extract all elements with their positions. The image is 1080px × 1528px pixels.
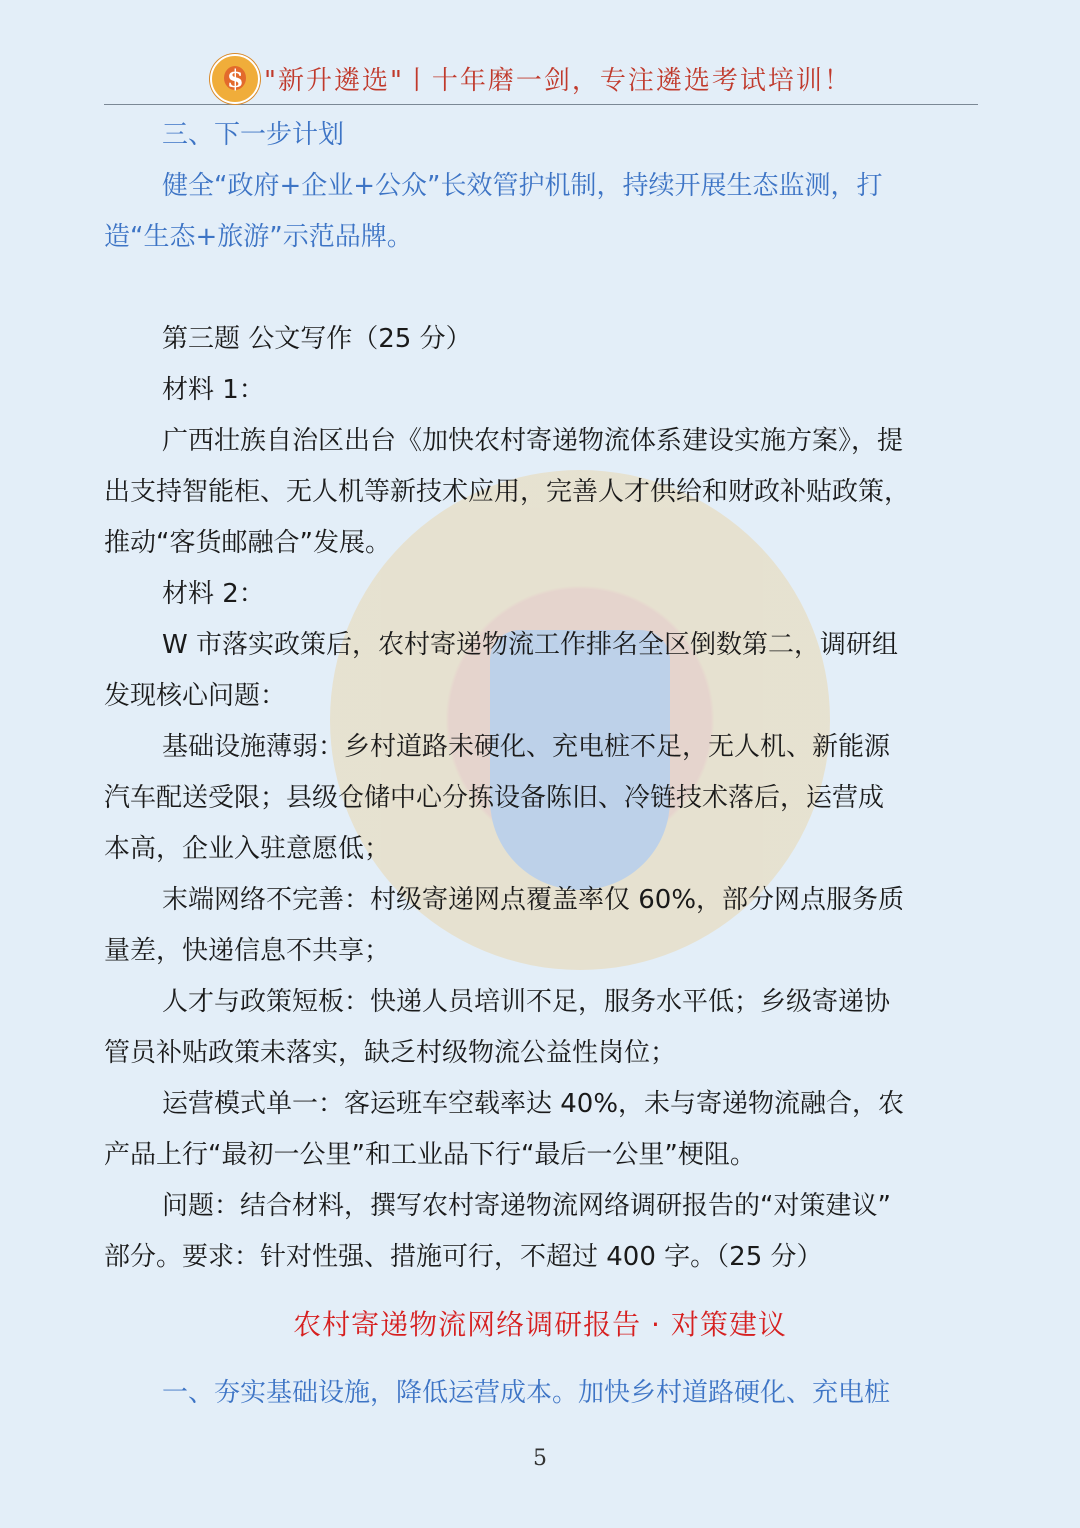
material-heading-2: 材料 2： (162, 579, 265, 609)
paragraph-line: W 市落实政策后，农村寄递物流工作排名全区倒数第二，调研组 (162, 630, 898, 660)
question-prompt: 部分。要求：针对性强、措施可行，不超过 400 字。（25 分） (104, 1242, 823, 1272)
page-header (104, 48, 978, 105)
page-number: 5 (533, 1446, 547, 1471)
answer-title: 农村寄递物流网络调研报告 · 对策建议 (293, 1308, 787, 1341)
paragraph-line: 健全“政府+企业+公众”长效管护机制，持续开展生态监测，打 (162, 171, 883, 201)
paragraph-line: 基础设施薄弱：乡村道路未硬化、充电桩不足，无人机、新能源 (162, 732, 891, 762)
material-heading-1: 材料 1： (162, 375, 265, 405)
paragraph-line: 末端网络不完善：村级寄递网点覆盖率仅 60%，部分网点服务质 (162, 885, 905, 915)
question-prompt: 问题：结合材料，撰写农村寄递物流网络调研报告的“对策建议” (162, 1191, 891, 1221)
paragraph-line: 管员补贴政策未落实，缺乏村级物流公益性岗位； (104, 1038, 677, 1068)
paragraph-line: 出支持智能柜、无人机等新技术应用，完善人才供给和财政补贴政策， (104, 477, 911, 507)
brand-logo-icon (210, 54, 260, 104)
section-heading-next-plan: 三、下一步计划 (162, 120, 345, 150)
paragraph-line: 汽车配送受限；县级仓储中心分拣设备陈旧、冷链技术落后，运营成 (104, 783, 885, 813)
paragraph-line: 造“生态+旅游”示范品牌。 (104, 222, 413, 252)
paragraph-line: 产品上行“最初一公里”和工业品下行“最后一公里”梗阻。 (104, 1140, 756, 1170)
paragraph-line: 发现核心问题： (104, 681, 287, 711)
paragraph-line: 量差，快递信息不共享； (104, 936, 391, 966)
paragraph-line: 人才与政策短板：快递人员培训不足，服务水平低；乡级寄递协 (162, 987, 891, 1017)
header-slogan: "新升遴选"丨十年磨一剑，专注遴选考试培训！ (264, 66, 852, 96)
paragraph-line: 运营模式单一：客运班车空载率达 40%，未与寄递物流融合，农 (162, 1089, 905, 1119)
question-heading: 第三题 公文写作（25 分） (162, 324, 472, 354)
paragraph-line: 本高，企业入驻意愿低； (104, 834, 391, 864)
answer-first-point: 一、夯实基础设施，降低运营成本。加快乡村道路硬化、充电桩 (162, 1378, 891, 1408)
paragraph-line: 推动“客货邮融合”发展。 (104, 528, 391, 558)
paragraph-line: 广西壮族自治区出台《加快农村寄递物流体系建设实施方案》，提 (162, 426, 904, 456)
